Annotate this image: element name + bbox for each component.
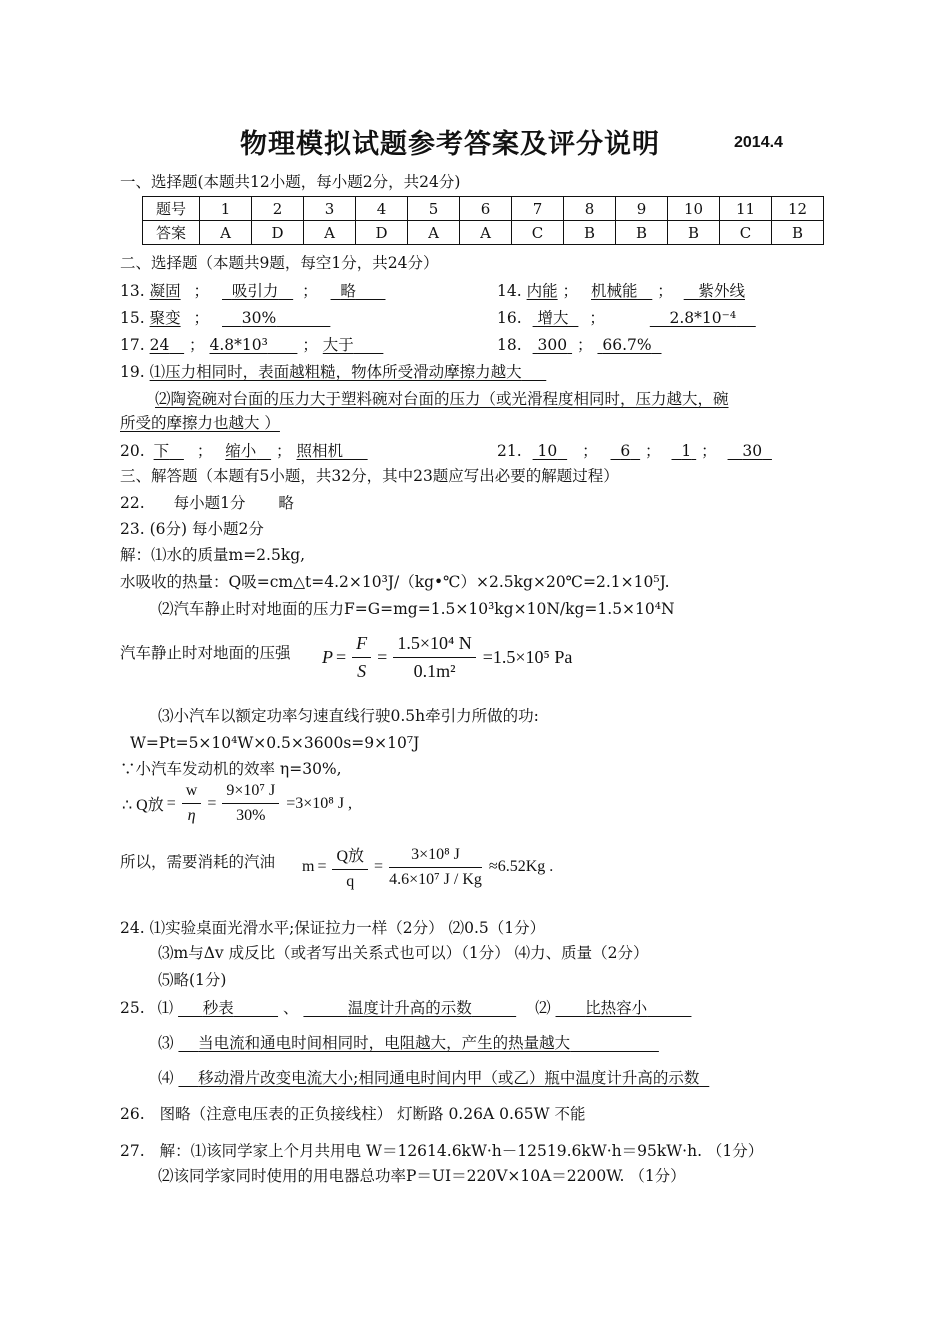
fraction-denominator: 30%: [236, 807, 266, 824]
answer-text: 略: [278, 494, 294, 512]
question-number: 16.: [497, 309, 522, 327]
fraction-numerator: F: [352, 633, 371, 658]
question-number: 20.: [120, 442, 145, 460]
q23-line-2: 水吸收的热量：Q吸=cm△t=4.2×10³J/（kg•℃）×2.5kg×20℃=2.1×10⁵J.: [120, 573, 670, 591]
answer-blank: 1: [681, 442, 692, 460]
answer-blank: 增大: [537, 309, 569, 327]
answer-blank: 24: [149, 336, 170, 354]
table-cell-number: 8: [564, 197, 616, 221]
separator: ；: [577, 336, 593, 354]
table-cell-answer: C: [720, 221, 772, 245]
q25-line-1: [120, 998, 691, 1018]
answer-text: ⑴压力相同时，表面越粗糙，物体所受滑动摩擦力越大: [149, 363, 522, 381]
answer-blank: 移动滑片改变电流大小;相同通电时间内甲（或乙）瓶中温度计升高的示数: [198, 1069, 700, 1087]
answer-text: 解：⑴该同学家上个月共用电 W＝12614.6kW·h－12519.6kW·h＝95kW·h. （1分）: [159, 1142, 764, 1160]
q15-line: [120, 308, 330, 328]
answer-blank: 2.8*10⁻⁴: [669, 309, 737, 327]
answer-blank: 吸引力: [231, 282, 279, 300]
formula-lhs: P: [322, 647, 333, 667]
answer-blank: 紫外线: [698, 282, 745, 300]
answer-blank: 30: [742, 442, 763, 460]
fraction-numerator: Q放: [332, 843, 368, 870]
table-cell-answer: C: [512, 221, 564, 245]
formula-lhs: ∴ Q放: [122, 797, 164, 814]
question-number: 27.: [120, 1142, 145, 1160]
table-cell-number: 7: [512, 197, 564, 221]
answer-blank: 照相机: [296, 442, 343, 460]
separator: ；: [302, 282, 318, 300]
separator: ；: [657, 282, 673, 300]
question-number: 19.: [120, 363, 145, 381]
q13-line: [120, 281, 385, 301]
question-number: 17.: [120, 336, 145, 354]
question-number: 21.: [497, 442, 522, 460]
table-row-answers: [143, 221, 824, 245]
separator: ；: [589, 309, 605, 327]
question-number: 14.: [497, 282, 522, 300]
table-cell-number: 10: [668, 197, 720, 221]
separator: ；: [582, 442, 598, 460]
q26-line: [120, 1104, 585, 1124]
table-cell-answer: D: [252, 221, 304, 245]
q19-line-1: [120, 362, 546, 382]
formula-lhs: m: [302, 858, 315, 875]
table-cell-number: 9: [616, 197, 668, 221]
answer-blank: 秒表: [202, 999, 234, 1017]
separator: ；: [193, 309, 210, 327]
q23-fuel-label: 所以，需要消耗的汽油: [120, 853, 276, 871]
part-marker: ⑷: [158, 1069, 174, 1087]
answer-text: 所受的摩擦力也越大 ）: [120, 414, 280, 432]
table-cell-number: 1: [200, 197, 252, 221]
answer-blank: 聚变: [149, 309, 181, 327]
q14-line: [497, 281, 745, 301]
answer-blank: 大于: [322, 336, 354, 354]
q23-line-3: ⑵汽车静止时对地面的压力F=G=mg=1.5×10³kg×10N/kg=1.5×10⁴N: [158, 600, 675, 618]
q23-line-5: ⑶小汽车以额定功率匀速直线行驶0.5h牵引力所做的功:: [158, 707, 539, 725]
q27-line-2: ⑵该同学家同时使用的用电器总功率P＝UI＝220V×10A＝2200W. （1分）: [158, 1167, 686, 1185]
table-cell-number: 12: [772, 197, 824, 221]
fraction: [389, 846, 482, 889]
question-number: 13.: [120, 282, 145, 300]
answer-blank: 内能: [526, 282, 558, 300]
answer-blank: 4.8*10³: [209, 336, 268, 354]
answer-blank: 10: [537, 442, 558, 460]
question-number: 22.: [120, 494, 145, 512]
table-cell-answer: B: [616, 221, 668, 245]
answer-text: 图略（注意电压表的正负接线柱） 灯断路 0.26A 0.65W 不能: [159, 1105, 586, 1123]
fuel-formula: m = $\frac{\text{Q放}}{q}$ = $\frac{\text{3×10⁸ J}}{\text{4.6×10⁷ J / Kg}}$ ≈6.52Kg .: [302, 843, 553, 891]
answer-blank: 略: [340, 282, 356, 300]
answer-blank: 66.7%: [602, 336, 652, 354]
q23-header: 23. (6分) 每小题2分: [120, 520, 264, 538]
q18-line: [497, 335, 662, 355]
separator: 、: [282, 999, 299, 1017]
formula-result: =1.5×10⁵ Pa: [482, 647, 573, 667]
table-header-cell: 答案: [143, 221, 200, 245]
separator: ；: [189, 336, 205, 354]
answer-blank: 6: [620, 442, 631, 460]
fraction-denominator: q: [346, 873, 355, 890]
section3-header: 三、解答题（本题有5小题，共32分，其中23题应写出必要的解题过程）: [120, 467, 619, 485]
answer-blank: 30%: [241, 309, 277, 327]
fraction: [222, 782, 279, 825]
answer-blank: 机械能: [591, 282, 638, 300]
table-cell-answer: A: [408, 221, 460, 245]
section1-header: 一、选择题(本题共12小题，每小题2分，共24分): [120, 173, 461, 191]
separator: ；: [562, 282, 579, 300]
table-cell-answer: B: [668, 221, 720, 245]
part-marker: ⑵: [535, 999, 551, 1017]
formula-result: ≈6.52Kg .: [488, 858, 554, 875]
fraction-numerator: w: [182, 782, 202, 804]
heat-formula: ∴ Q放 = $\frac{w}{\eta}$ = $\frac{\text{9×10⁷ J}}{30\%}$ =3×10⁸ J ,: [122, 782, 353, 824]
q25-line-3: [158, 1068, 709, 1088]
fraction: [182, 782, 202, 825]
fraction-numerator: 1.5×10⁴ N: [393, 633, 475, 658]
table-row-numbers: [143, 197, 824, 221]
q27-line-1: [120, 1141, 763, 1161]
separator: ；: [276, 442, 292, 460]
table-cell-number: 6: [460, 197, 512, 221]
table-cell-number: 2: [252, 197, 304, 221]
table-cell-answer: B: [564, 221, 616, 245]
separator: ；: [645, 442, 661, 460]
table-cell-number: 11: [720, 197, 772, 221]
answer-blank: 300: [537, 336, 568, 354]
answer-text: ⑵陶瓷碗对台面的压力大于塑料碗对台面的压力（或光滑程度相同时，压力越大，碗: [155, 390, 729, 408]
q23-line-1: 解：⑴水的质量m=2.5kg,: [120, 546, 306, 564]
fraction-denominator: η: [187, 807, 196, 824]
fraction: [352, 633, 371, 682]
answer-blank: 当电流和通电时间相同时，电阻越大，产生的热量越大: [198, 1034, 571, 1052]
table-cell-answer: A: [200, 221, 252, 245]
fraction: [332, 843, 368, 891]
document-title: 物理模拟试题参考答案及评分说明: [240, 129, 660, 160]
answer-blank: 凝固: [149, 282, 181, 300]
separator: ；: [193, 282, 210, 300]
q19-line-3: [120, 413, 280, 433]
q23-pressure-label: 汽车静止时对地面的压强: [120, 644, 291, 662]
table-cell-answer: D: [356, 221, 408, 245]
section2-header: 二、选择题（本题共9题，每空1分，共24分）: [120, 254, 439, 272]
q25-line-2: [158, 1033, 659, 1053]
pressure-formula: P = $\frac{F}{S}$ = $\frac{\text{1.5×10⁴ N}}{\text{0.1m²}}$ =1.5×10⁵ Pa: [322, 633, 573, 681]
table-cell-number: 5: [408, 197, 460, 221]
fraction-numerator: 3×10⁸ J: [389, 846, 482, 868]
q20-line: [120, 441, 368, 461]
answer-table: [142, 196, 824, 245]
answer-blank: 温度计升高的示数: [347, 999, 472, 1017]
part-marker: ⑶: [158, 1034, 174, 1052]
formula-result: =3×10⁸ J ,: [286, 794, 353, 812]
question-number: 15.: [120, 309, 145, 327]
table-cell-number: 4: [356, 197, 408, 221]
question-number: 26.: [120, 1105, 145, 1123]
q19-line-2: [155, 389, 729, 409]
document-date: 2014.4: [734, 134, 783, 151]
q24-line-3: ⑸略(1分): [158, 971, 227, 989]
q23-line-7: ∵小汽车发动机的效率 η=30%,: [120, 760, 342, 778]
q21-line: [497, 441, 772, 461]
q16-line: [497, 308, 756, 328]
answer-text: 每小题1分: [173, 494, 246, 512]
question-number: 18.: [497, 336, 522, 354]
separator: ；: [302, 336, 318, 354]
fraction-denominator: 4.6×10⁷ J / Kg: [389, 870, 482, 888]
fraction-denominator: S: [357, 661, 367, 681]
answer-blank: 下: [153, 442, 170, 460]
part-marker: ⑴: [157, 999, 174, 1017]
q24-line-1: 24. ⑴实验桌面光滑水平;保证拉力一样（2分） ⑵0.5（1分）: [120, 919, 546, 937]
table-cell-number: 3: [304, 197, 356, 221]
answer-blank: 缩小: [225, 442, 257, 460]
table-cell-answer: B: [772, 221, 824, 245]
table-header-cell: 题号: [143, 197, 200, 221]
answer-blank: 比热容小: [585, 999, 648, 1017]
table-cell-answer: A: [460, 221, 512, 245]
fraction-denominator: 0.1m²: [413, 661, 456, 681]
question-number: 25.: [120, 999, 145, 1017]
q23-line-6: W=Pt=5×10⁴W×0.5×3600s=9×10⁷J: [130, 734, 420, 752]
q22-line: [120, 493, 294, 513]
separator: ；: [196, 442, 213, 460]
table-cell-answer: A: [304, 221, 356, 245]
fraction-numerator: 9×10⁷ J: [222, 782, 279, 804]
q24-line-2: ⑶m与Δv 成反比（或者写出关系式也可以）（1分） ⑷力、质量（2分）: [158, 944, 649, 962]
fraction: [393, 633, 475, 682]
separator: ；: [701, 442, 717, 460]
q17-line: [120, 335, 383, 355]
